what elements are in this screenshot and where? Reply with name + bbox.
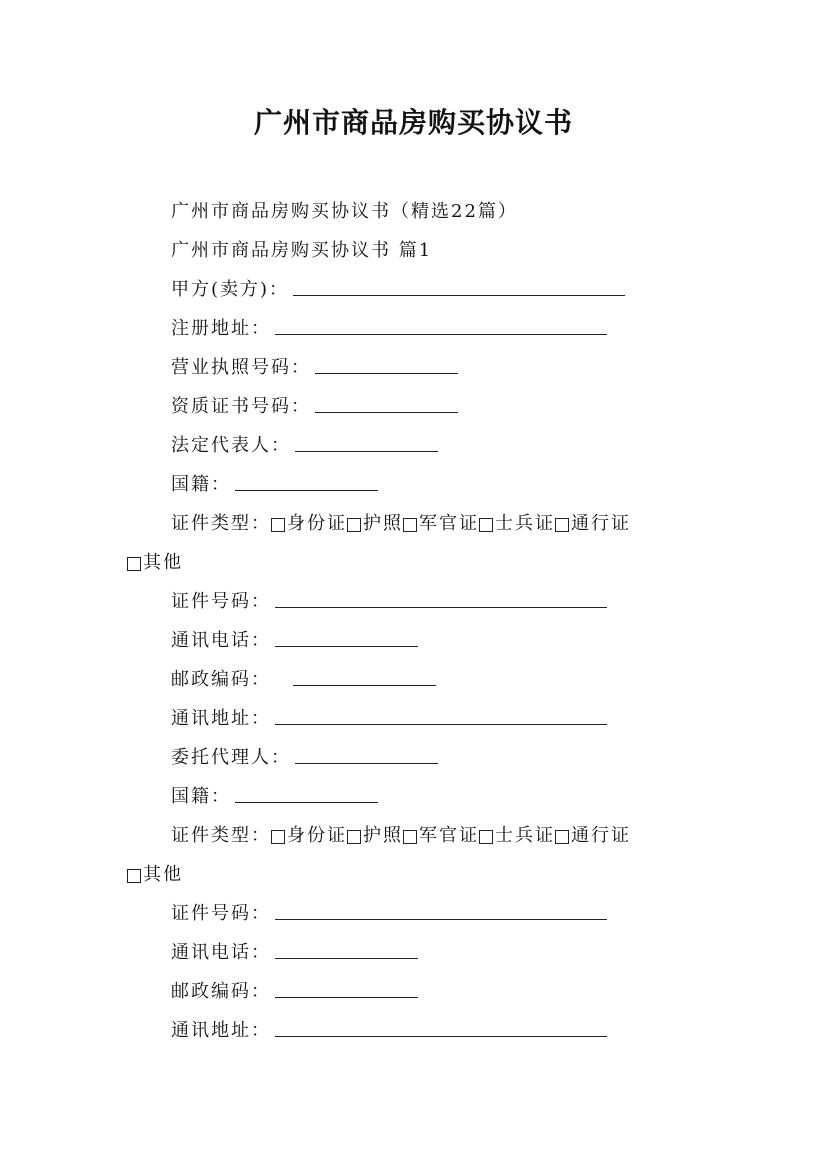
checkbox-icon[interactable] [127, 557, 141, 571]
agent-id-type-option-label: 身份证 [287, 825, 347, 846]
nationality-field [0, 465, 827, 504]
id-type-field [0, 504, 827, 543]
legal-rep-field [0, 426, 827, 465]
agent-id-type-option-label: 护照 [363, 825, 403, 846]
mail-address-blank[interactable] [275, 700, 607, 725]
mail-address-label: 通讯地址： [171, 708, 271, 729]
agent-phone-label: 通讯电话： [171, 942, 271, 963]
agent-mail-address-field [0, 1011, 827, 1050]
seller-blank[interactable] [293, 271, 625, 296]
checkbox-icon[interactable] [271, 830, 285, 844]
checkbox-icon[interactable] [403, 830, 417, 844]
agent-id-type-option[interactable] [347, 816, 403, 855]
article-heading-line [0, 231, 827, 270]
document-body [0, 192, 827, 1050]
article-heading-text: 广州市商品房购买协议书 篇1 [171, 240, 433, 261]
id-number-label: 证件号码： [171, 591, 271, 612]
agent-nationality-field [0, 777, 827, 816]
agent-id-number-field [0, 894, 827, 933]
agent-mail-address-label: 通讯地址： [171, 1020, 271, 1041]
id-type-option-label: 军官证 [419, 513, 479, 534]
id-type-option-label: 护照 [363, 513, 403, 534]
registered-address-blank[interactable] [275, 310, 607, 335]
agent-phone-blank[interactable] [275, 934, 418, 959]
agent-nationality-blank[interactable] [235, 778, 378, 803]
checkbox-icon[interactable] [555, 830, 569, 844]
phone-blank[interactable] [275, 622, 418, 647]
agent-id-type-option-label: 其他 [143, 864, 183, 885]
id-type-option[interactable] [403, 504, 479, 543]
phone-label: 通讯电话： [171, 630, 271, 651]
agent-id-type-other-line [0, 855, 827, 894]
id-number-field [0, 582, 827, 621]
business-license-label: 营业执照号码： [171, 357, 311, 378]
id-type-option[interactable] [555, 504, 631, 543]
agent-id-type-option[interactable] [271, 816, 347, 855]
id-type-option[interactable] [479, 504, 555, 543]
agent-id-type-field [0, 816, 827, 855]
agent-id-type-option-label: 通行证 [571, 825, 631, 846]
agent-id-type-option[interactable] [555, 816, 631, 855]
id-number-blank[interactable] [275, 583, 607, 608]
agent-id-type-option[interactable] [403, 816, 479, 855]
id-type-other-line [0, 543, 827, 582]
postcode-field [0, 660, 827, 699]
agent-phone-field [0, 933, 827, 972]
id-type-option-label: 士兵证 [495, 513, 555, 534]
checkbox-icon[interactable] [347, 518, 361, 532]
agent-label: 委托代理人： [171, 747, 291, 768]
qualification-cert-label: 资质证书号码： [171, 396, 311, 417]
agent-nationality-label: 国籍： [171, 786, 231, 807]
id-type-option[interactable] [271, 504, 347, 543]
legal-rep-label: 法定代表人： [171, 435, 291, 456]
agent-mail-address-blank[interactable] [275, 1012, 607, 1037]
checkbox-icon[interactable] [127, 869, 141, 883]
checkbox-icon[interactable] [479, 830, 493, 844]
agent-id-type-option-label: 军官证 [419, 825, 479, 846]
agent-postcode-blank[interactable] [275, 973, 418, 998]
document-title: 广州市商品房购买协议书 [253, 106, 573, 139]
legal-rep-blank[interactable] [295, 427, 438, 452]
agent-blank[interactable] [295, 739, 438, 764]
registered-address-field [0, 309, 827, 348]
qualification-cert-blank[interactable] [315, 388, 458, 413]
checkbox-icon[interactable] [479, 518, 493, 532]
registered-address-label: 注册地址： [171, 318, 271, 339]
id-type-option-label: 通行证 [571, 513, 631, 534]
agent-field [0, 738, 827, 777]
id-type-option-label: 其他 [143, 552, 183, 573]
postcode-label: 邮政编码： [171, 669, 271, 690]
seller-field [0, 270, 827, 309]
agent-id-type-option[interactable] [479, 816, 555, 855]
agent-id-type-label: 证件类型： [171, 825, 271, 846]
mail-address-field [0, 699, 827, 738]
agent-id-number-blank[interactable] [275, 895, 607, 920]
business-license-blank[interactable] [315, 349, 458, 374]
id-type-option[interactable] [347, 504, 403, 543]
checkbox-icon[interactable] [555, 518, 569, 532]
id-type-option-label: 身份证 [287, 513, 347, 534]
checkbox-icon[interactable] [271, 518, 285, 532]
checkbox-icon[interactable] [403, 518, 417, 532]
checkbox-icon[interactable] [347, 830, 361, 844]
seller-label: 甲方(卖方)： [171, 279, 290, 300]
agent-id-type-option-label: 士兵证 [495, 825, 555, 846]
agent-postcode-field [0, 972, 827, 1011]
subtitle-text: 广州市商品房购买协议书（精选22篇） [171, 201, 518, 222]
nationality-blank[interactable] [235, 466, 378, 491]
qualification-cert-field [0, 387, 827, 426]
subtitle-line [0, 192, 827, 231]
id-type-label: 证件类型： [171, 513, 271, 534]
phone-field [0, 621, 827, 660]
agent-postcode-label: 邮政编码： [171, 981, 271, 1002]
agent-id-type-option-other[interactable] [127, 855, 183, 894]
id-type-option-other[interactable] [127, 543, 183, 582]
nationality-label: 国籍： [171, 474, 231, 495]
postcode-blank[interactable] [293, 661, 436, 686]
business-license-field [0, 348, 827, 387]
agent-id-number-label: 证件号码： [171, 903, 271, 924]
